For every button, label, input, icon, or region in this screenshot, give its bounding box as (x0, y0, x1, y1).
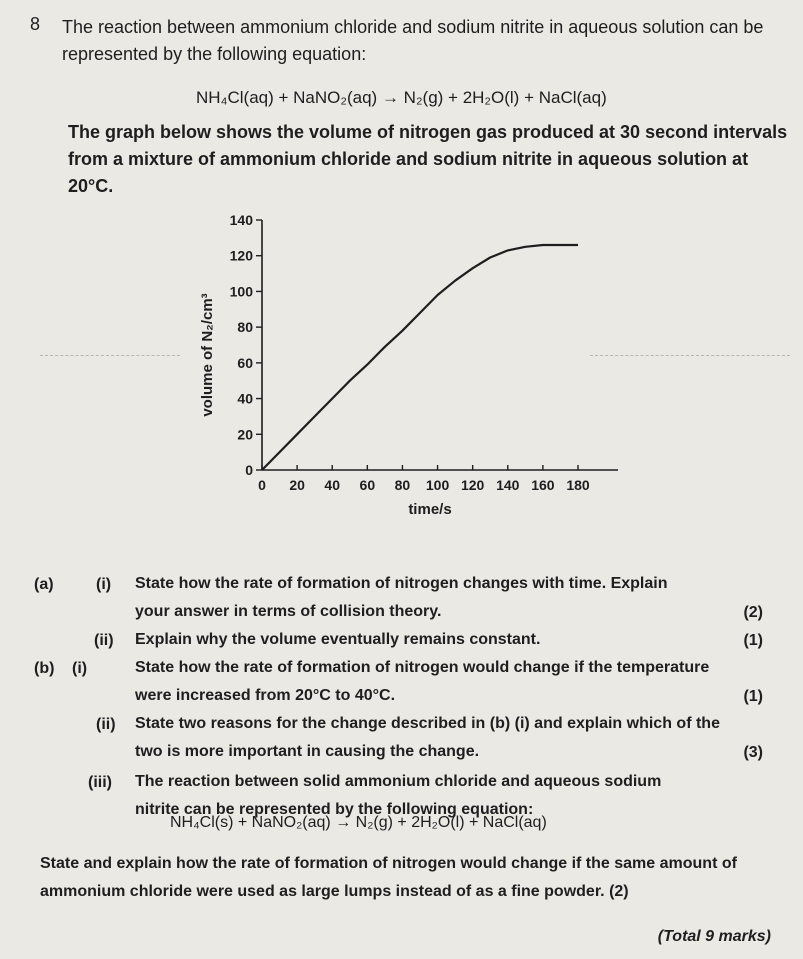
y-tick-label: 20 (237, 426, 253, 443)
y-tick-label: 80 (237, 319, 253, 336)
y-tick-label: 120 (229, 247, 253, 264)
x-tick-label: 0 (258, 477, 266, 493)
x-tick-label: 180 (566, 477, 590, 493)
x-tick-label: 60 (359, 477, 376, 493)
y-ticks (230, 212, 262, 478)
x-tick-label: 120 (460, 477, 485, 493)
x-tick-label: 80 (394, 477, 411, 493)
y-axis-label: volume of N₂/cm³ (199, 293, 216, 417)
chart-axes (262, 220, 618, 470)
final-question-text: State and explain how the rate of formation of nitrogen would change if the same amount of ammonium chloride were used as large lumps instead of as a fine powder. (40, 855, 737, 900)
part-a-ii-marks: (1) (743, 632, 763, 649)
part-b-i-text: State how the rate of formation of nitrogen would change if the temperature were increased from 20°C to 40°C. (135, 659, 710, 704)
question-number: 8 (30, 14, 41, 34)
y-tick-label: 0 (245, 462, 253, 478)
equation-solid: NH₄Cl(s) + NaNO₂(aq) → N₂(g) + 2H₂O(l) + NaCl(aq) (170, 814, 547, 831)
part-b-ii-marks: (3) (743, 744, 763, 761)
x-tick-label: 20 (289, 477, 305, 493)
part-b-label: (b) (34, 660, 55, 677)
total-marks: (Total 9 marks) (657, 928, 771, 945)
series-line (262, 245, 578, 470)
question-intro: The reaction between ammonium chloride and sodium nitrite in aqueous solution can be represented by the following equation: (62, 17, 764, 64)
y-tick-label: 60 (237, 354, 253, 371)
divider-left (40, 355, 180, 356)
part-a-ii-text: Explain why the volume eventually remains constant. (135, 631, 541, 648)
equation-aqueous: NH₄Cl(aq) + NaNO₂(aq) → N₂(g) + 2H₂O(l) + NaCl(aq) (196, 88, 607, 107)
y-tick-label: 40 (237, 390, 253, 407)
final-question-marks: (2) (609, 883, 629, 900)
part-a-i-label: (i) (96, 576, 112, 593)
part-a-i-marks: (2) (743, 604, 763, 621)
graph-intro: The graph below shows the volume of nitrogen gas produced at 30 second intervals from a mixture of ammonium chloride and sodium nitrite in aqueous solution at 20°C. (68, 122, 788, 196)
part-a-ii-label: (ii) (94, 632, 114, 649)
part-b-i-marks: (1) (743, 688, 763, 705)
x-tick-label: 40 (324, 477, 341, 493)
part-b-iii-question (40, 850, 770, 906)
y-tick-label: 140 (229, 212, 253, 228)
nitrogen-volume-chart (190, 190, 640, 530)
part-b-iii-label: (iii) (88, 774, 112, 791)
part-a-label: (a) (34, 576, 54, 593)
part-b-ii-label: (ii) (96, 716, 116, 733)
x-axis-label: time/s (408, 501, 452, 518)
x-tick-label: 100 (425, 477, 450, 493)
y-tick-label: 100 (229, 283, 253, 300)
part-a-i-text: State how the rate of formation of nitrogen changes with time. Explain your answer in terms of collision theory. (135, 575, 668, 620)
part-b-i-label: (i) (72, 660, 88, 677)
x-tick-label: 140 (496, 477, 520, 493)
part-b-iii-text: The reaction between solid ammonium chloride and aqueous sodium nitrite can be represented by the following equation: (135, 773, 662, 818)
part-b-ii-text: State two reasons for the change described in (b) (i) and explain which of the two is more important in causing the change. (135, 715, 720, 760)
x-tick-label: 160 (531, 477, 555, 493)
